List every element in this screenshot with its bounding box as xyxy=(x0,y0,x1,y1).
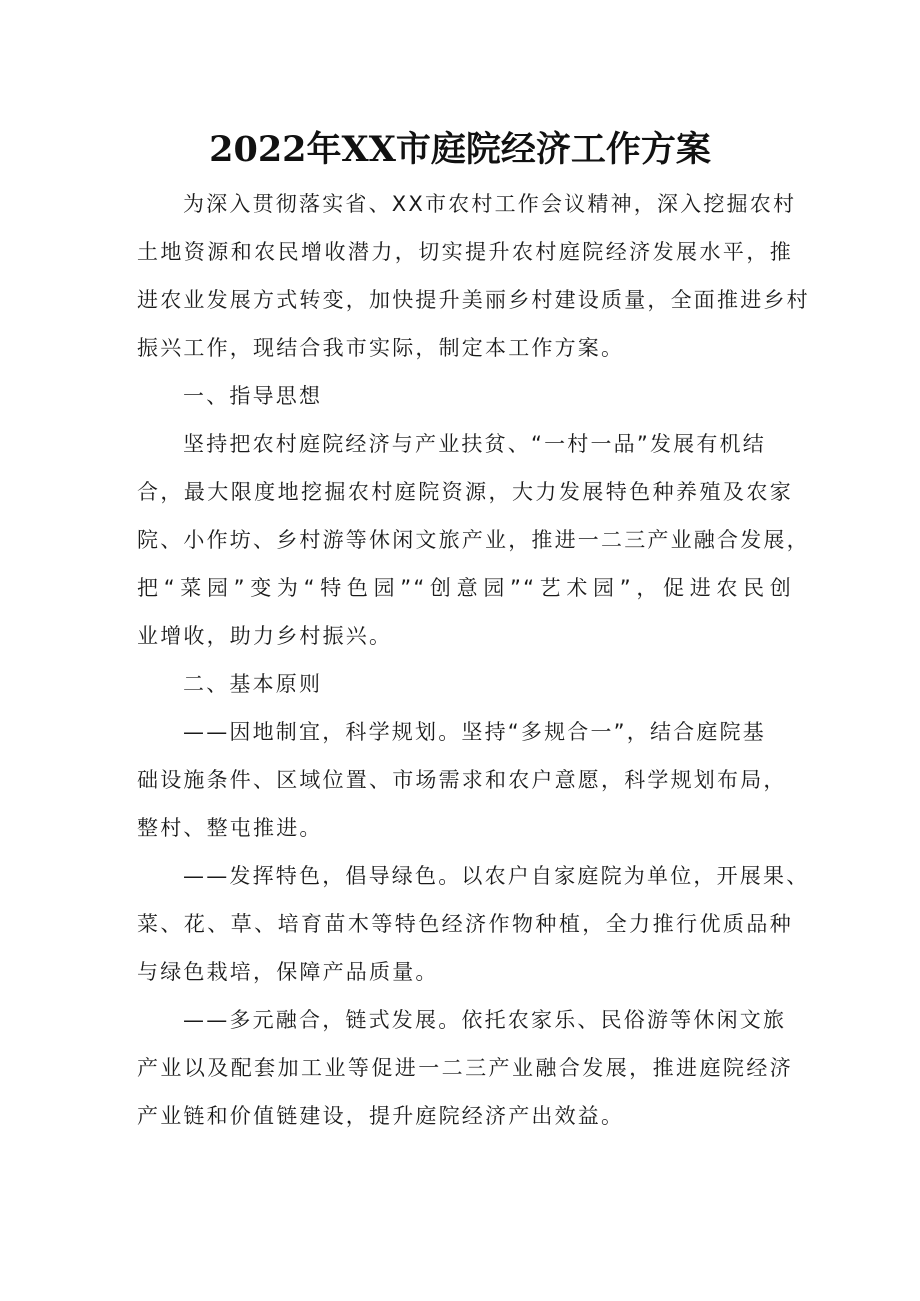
principle-paragraph xyxy=(137,852,810,996)
text-line: 为深入贯彻落实省、XX市农村工作会议精神，深入挖掘农村 xyxy=(183,192,797,216)
document-body xyxy=(137,180,810,1140)
text-line: ——多元融合，链式发展。依托农家乐、民俗游等休闲文旅 xyxy=(183,1008,787,1032)
text-line: 把“菜园”变为“特色园”“创意园”“艺术园”，促进农民创 xyxy=(137,576,793,600)
section-heading-guiding-ideology xyxy=(137,372,793,420)
principle-paragraph xyxy=(137,708,793,852)
text-line: ——因地制宜，科学规划。坚持“多规合一”，结合庭院基 xyxy=(183,720,766,744)
section-heading: 一、指导思想 xyxy=(183,384,323,408)
text-line: 业增收，助力乡村振兴。 xyxy=(137,624,393,648)
text-line: 土地资源和农民增收潜力，切实提升农村庭院经济发展水平，推 xyxy=(137,240,793,264)
text-line: 坚持把农村庭院经济与产业扶贫、“一村一品”发展有机结 xyxy=(183,432,766,456)
text-line: 菜、花、草、培育苗木等特色经济作物种植，全力推行优质品种 xyxy=(137,912,793,936)
text-line: 整村、整屯推进。 xyxy=(137,816,323,840)
guiding-ideology-paragraph xyxy=(137,420,810,660)
text-line: 振兴工作，现结合我市实际，制定本工作方案。 xyxy=(137,336,625,360)
text-line: 院、小作坊、乡村游等休闲文旅产业，推进一二三产业融合发展， xyxy=(137,528,810,552)
text-line: 础设施条件、区域位置、市场需求和农户意愿，科学规划布局， xyxy=(137,768,787,792)
text-line: 进农业发展方式转变，加快提升美丽乡村建设质量，全面推进乡村 xyxy=(137,288,810,312)
text-line: 合，最大限度地挖掘农村庭院资源，大力发展特色种养殖及农家 xyxy=(137,480,793,504)
text-line: 产业以及配套加工业等促进一二三产业融合发展，推进庭院经济 xyxy=(137,1056,793,1080)
document-title: 2022年XX市庭院经济工作方案 xyxy=(209,129,711,170)
section-heading: 二、基本原则 xyxy=(183,672,323,696)
text-line: ——发挥特色，倡导绿色。以农户自家庭院为单位，开展果、 xyxy=(183,864,810,888)
principle-paragraph xyxy=(137,996,793,1140)
text-line: 产业链和价值链建设，提升庭院经济产出效益。 xyxy=(137,1104,625,1128)
text-line: 与绿色栽培，保障产品质量。 xyxy=(137,960,439,984)
intro-paragraph xyxy=(137,180,810,372)
section-heading-basic-principles xyxy=(137,660,793,708)
